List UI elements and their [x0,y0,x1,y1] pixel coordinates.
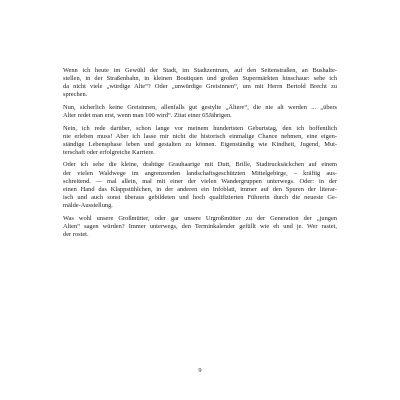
text-line: Oder ich sehe die kleine, drahtige Grauhaarige mit Dutt, Brille, Stadtrucksäckchen auf einem [63,161,337,169]
text-line: Alten“ sagen würden? Immer unterwegs, den Terminkalender gefüllt wie eh und je. Wer rastet, [63,222,337,230]
text-line: ständige Lebensphase leben und gestalten zu können. Eigenständig wie Kindheit, Jugend, Mut- [63,140,337,148]
document-body [63,67,337,243]
paragraph [63,125,337,157]
text-line: sprechen. [63,91,88,99]
text-line: isch und auch sonst überaus gebildeten und hoch qualifizierten Führerin durch die neueste Ge- [63,193,337,201]
text-line: der rostet. [63,230,89,238]
text-line: schreitend. — mal allein, mal mit einer der vielen Wandergruppen unterwegs. Oder: in der [63,177,337,185]
page-number: 9 [198,367,202,374]
text-line: Was wohl unsere Großmütter, oder gar unsere Urgroßmütter zu der Generation der „jungen [63,214,337,222]
text-line: Alter redet man erst, wenn man 100 wird“. Zitat einer 65Jährigen. [63,111,232,119]
text-line: terschaft oder erfolgreiche Karriere. [63,148,155,156]
text-line: einen Hand das Klappstühlchen, in der anderen ein Infoblatt, immer auf den Spuren der literar- [63,185,337,193]
text-line: Nein, ich rede darüber, schon lange vor meinem hundertsten Geburtstag, den ich hoffentlich [63,124,337,132]
text-line: mälde-Ausstellung. [63,201,113,209]
paragraph [63,161,337,210]
text-line: nie erleben muss! Aber ich lasse mir nicht die historisch einmalige Chance nehmen, eine eigen- [63,132,337,140]
text-line: da nicht viele „würdige Alte“? Oder „unwürdige Greisinnen“, um mit Herrn Bertold Brecht zu [63,83,337,91]
paragraph [63,67,337,99]
paragraph [63,104,337,120]
text-line: der vielen Waldwege im angrenzenden landschaftsgeschützten Mittelgebirge, – kräftig aus- [63,169,337,177]
text-line: Wenn ich heute im Gewühl der Stadt, im Stadtzentrum, auf den Seitenstraßen, an Bushalte- [63,67,337,74]
text-line: stellen, in der Straßenbahn, in kleinen Boutiquen und großen Supermärkten hinschaue: sehe ich [63,75,337,83]
paragraph [63,215,337,239]
text-line: Nun, sicherlich keine Greisinnen, allenfalls gut gestylte „Ältere“, die nie alt werden ... „übers [63,103,337,111]
